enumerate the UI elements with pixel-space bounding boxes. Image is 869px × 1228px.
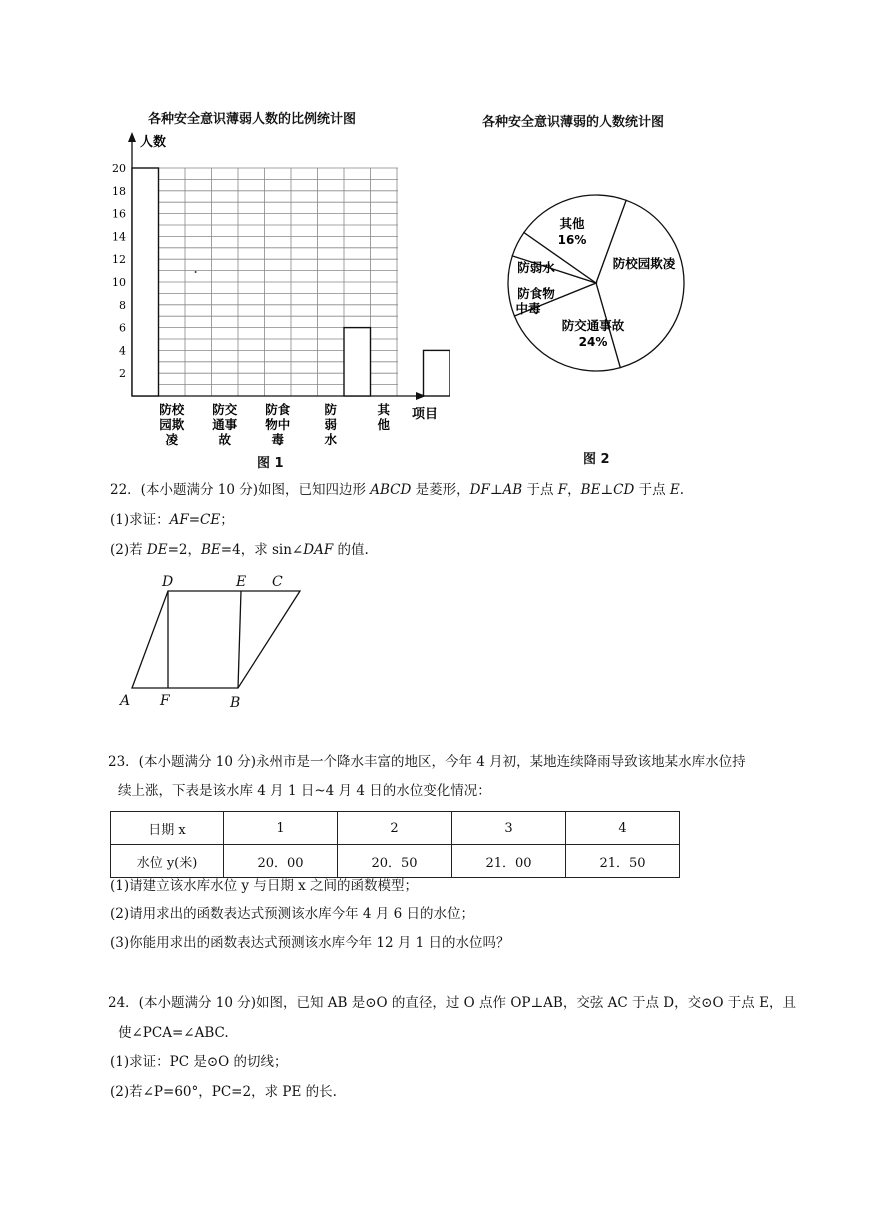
- x-axis-label: 项目: [412, 407, 439, 422]
- pie-slice-label: 防校园欺凌: [612, 256, 676, 271]
- label-e: E: [236, 574, 247, 590]
- table-cell: 2: [338, 812, 452, 845]
- y-tick-label: 4: [119, 344, 126, 358]
- pie-slice-label: 防食物中毒: [515, 286, 555, 316]
- bar-chart: [100, 128, 450, 453]
- y-axis-label: 人数: [140, 135, 167, 150]
- y-tick-label: 18: [112, 184, 126, 198]
- q22-header: 22．(本小题满分 10 分)如图，已知四边形 ABCD 是菱形，DF⊥AB 于点 F，BE⊥CD 于点 E.: [110, 482, 685, 498]
- y-tick-label: 6: [119, 321, 126, 335]
- y-tick-label: 14: [112, 230, 126, 244]
- category-label: 防校园欺凌: [159, 402, 185, 447]
- table-cell: 4: [566, 812, 680, 845]
- label-d: D: [162, 574, 174, 590]
- y-tick-label: 2: [119, 367, 126, 381]
- table-cell: 3: [452, 812, 566, 845]
- label-c: C: [272, 574, 283, 590]
- y-tick-label: 10: [112, 276, 126, 289]
- y-tick-label: 20: [112, 162, 126, 175]
- bar: [132, 168, 159, 396]
- rhombus-figure: [110, 570, 310, 715]
- q24-line2: 使∠PCA=∠ABC.: [118, 1025, 229, 1041]
- category-label: 其他: [377, 402, 391, 432]
- label-b: B: [230, 695, 241, 711]
- y-tick-label: 8: [119, 298, 126, 312]
- table-header-date: 日期 x: [111, 812, 224, 845]
- q22-part2: (2)若 DE=2，BE=4，求 sin∠DAF 的值.: [110, 542, 369, 558]
- fig1-title: 各种安全意识薄弱人数的比例统计图: [148, 112, 357, 127]
- pie-slice-label: 其他: [559, 216, 585, 231]
- segment-be: [238, 591, 241, 688]
- q23-part2: (2)请用求出的函数表达式预测该水库今年 4 月 6 日的水位；: [110, 906, 474, 922]
- pie-chart: [490, 180, 700, 375]
- pie-percent-label: 24%: [578, 335, 608, 349]
- q23-part3: (3)你能用求出的函数表达式预测该水库今年 12 月 1 日的水位吗？: [110, 935, 510, 951]
- table-header-level: 水位 y(米): [111, 845, 224, 878]
- label-a: A: [120, 693, 131, 709]
- rhombus-abcd: [132, 591, 300, 688]
- fig2-title: 各种安全意识薄弱的人数统计图: [482, 115, 665, 130]
- category-label: 防交通事故: [212, 402, 238, 447]
- table-cell: 20．00: [224, 845, 338, 878]
- q24-part1: (1)求证：PC 是⊙O 的切线；: [110, 1054, 288, 1070]
- q23-part1: (1)请建立该水库水位 y 与日期 x 之间的函数模型；: [110, 878, 419, 894]
- table-cell: 21．50: [566, 845, 680, 878]
- table-cell: 20．50: [338, 845, 452, 878]
- pie-percent-label: 16%: [557, 233, 587, 247]
- stray-dot: [195, 271, 197, 273]
- q24-line1: 24．(本小题满分 10 分)如图，已知 AB 是⊙O 的直径，过 O 点作 OP⊥AB，交弦 AC 于点 D，交⊙O 于点 E，且: [108, 995, 796, 1011]
- q24-part2: (2)若∠P=60°，PC=2，求 PE 的长.: [110, 1084, 337, 1100]
- water-level-table: [110, 811, 680, 878]
- q23-line1: 23．(本小题满分 10 分)永州市是一个降水丰富的地区，今年 4 月初，某地连续降雨导致该地某水库水位持: [108, 754, 746, 770]
- table-cell: 21．00: [452, 845, 566, 878]
- pie-slice-label: 防弱水: [517, 260, 555, 275]
- q22-part1: (1)求证：AF=CE；: [110, 512, 234, 528]
- table-row: [111, 812, 680, 845]
- fig2-caption: 图 2: [583, 452, 610, 467]
- bar: [424, 350, 451, 396]
- q23-line2: 续上涨，下表是该水库 4 月 1 日~4 月 4 日的水位变化情况：: [118, 783, 491, 799]
- fig1-caption: 图 1: [257, 456, 284, 471]
- bar: [344, 328, 371, 396]
- y-axis-arrow-icon: [128, 132, 136, 142]
- y-tick-label: 16: [112, 207, 126, 221]
- category-label: 防食物中毒: [265, 402, 291, 447]
- pie-slice-label: 防交通事故: [561, 318, 625, 333]
- label-f: F: [160, 693, 170, 709]
- table-row: [111, 845, 680, 878]
- category-label: 防弱水: [324, 402, 338, 447]
- table-cell: 1: [224, 812, 338, 845]
- y-tick-label: 12: [112, 253, 126, 267]
